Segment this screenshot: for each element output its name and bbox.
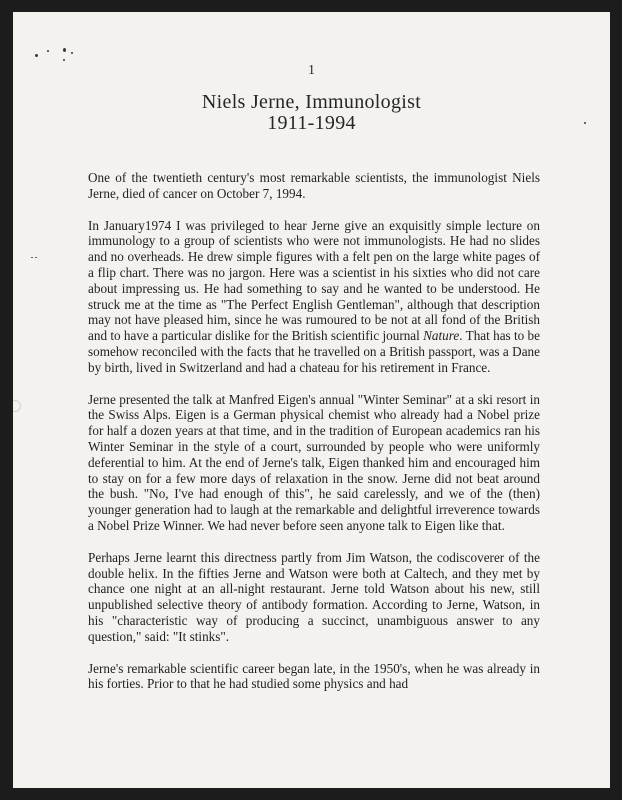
article-body (88, 170, 540, 708)
paragraph-lecture (88, 218, 540, 376)
hole-punch-mark (13, 400, 21, 412)
title-dates: 1911-1994 (267, 112, 356, 134)
paragraph-lecture-part2: . That has to be somehow reconciled with the facts that he travelled on a British passport, was a Dane by birth, lived in Switzerland and had a chateau for his retirement in France. (88, 328, 540, 375)
specks-top-left (71, 52, 73, 54)
specks-left (31, 257, 33, 258)
specks-top-left (63, 59, 65, 61)
specks-top-left (47, 50, 49, 52)
specks-top-left (63, 48, 66, 52)
paragraph-lecture-part1: In January1974 I was privileged to hear Jerne give an exquisitly simple lecture on immunology to a group of scientists who were not immunologists. He had no slides and no overheads. He drew simple figures with a felt pen on the large white pages of a flip chart. There was no jargon. Here was a scientist in his sixties who did not care about impressing us. He had something to say and he wanted to be understood. He struck me at the time as "The Perfect English Gentleman", although that description may not have pleased him, since he was rumoured to be not at all fond of the British and to have a particular dislike for the British scientific journal (88, 217, 540, 344)
paragraph-winter-seminar: Jerne presented the talk at Manfred Eigen's annual "Winter Seminar" at a ski resort in the Swiss Alps. Eigen is a German physical chemist who already had a Nobel prize for half a dozen years at that time, and in the tradition of European academics ran his Winter Seminar in the style of a court, surrounded by people who were uniformly deferential to him. At the end of Jerne's talk, Eigen thanked him and encouraged him to stay on for a few more days of relaxation in the snow. Jerne did not beat around the bush. "No, I've had enough of this", he said carelessly, and we of the (then) younger generation had to laugh at the remarkable and delightful irreverence towards a Nobel Prize Winner. We had never before seen anyone talk to Eigen like that. (88, 391, 540, 533)
paragraph-career: Jerne's remarkable scientific career began late, in the 1950's, when he was already in his forties. Prior to that he had studied some physics and had (88, 660, 540, 692)
specks-top-left (35, 54, 38, 57)
document-page (13, 12, 610, 788)
journal-title: Nature (423, 328, 460, 344)
page-number: 1 (308, 63, 315, 78)
title-name: Niels Jerne, Immunologist (201, 91, 422, 113)
paragraph-intro: One of the twentieth century's most remarkable scientists, the immunologist Niels Jerne, died of cancer on October 7, 1994. (88, 170, 540, 201)
page-title (13, 92, 610, 134)
specks-left (35, 257, 37, 258)
paragraph-watson: Perhaps Jerne learnt this directness partly from Jim Watson, the codiscoverer of the double helix. In the fifties Jerne and Watson were both at Caltech, and they met by chance one night at an all-night restaurant. Jerne told Watson about his new, still unpublished selective theory of antibody formation. According to Jerne, Watson, in his "characteristic way of producing a succinct, unambiguous answer to any question," said: "It stinks". (88, 549, 540, 644)
